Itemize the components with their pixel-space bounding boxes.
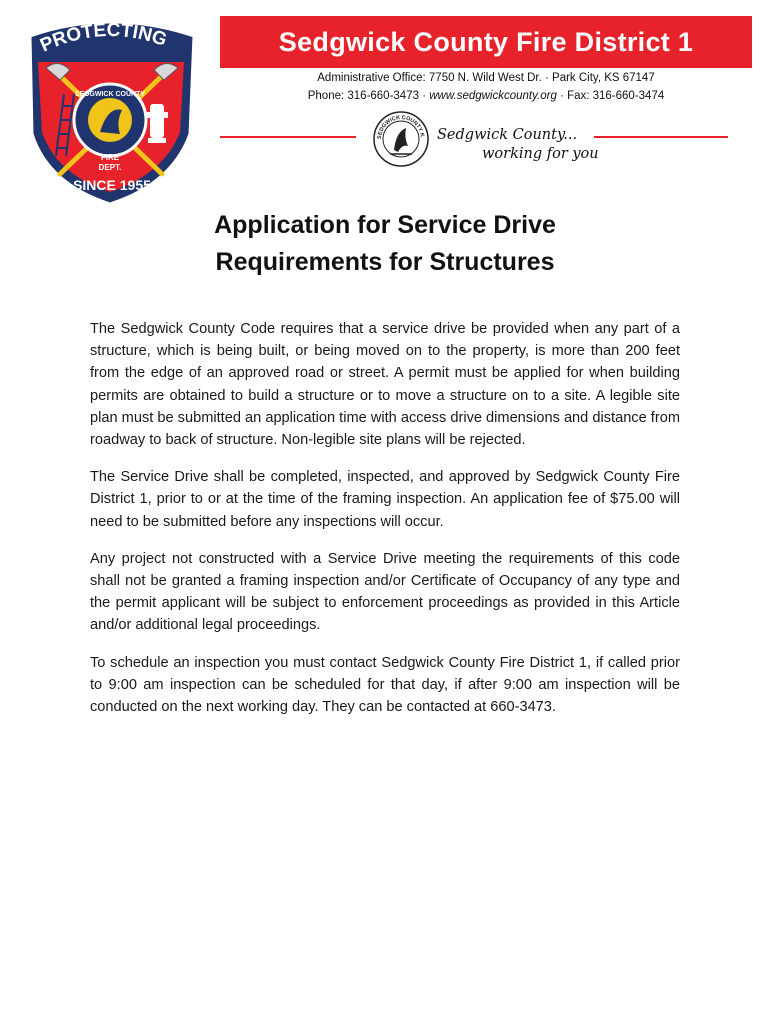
fax-text: · Fax: 316-660-3474 [556,90,665,102]
badge-dept-line-1: FIRE [100,153,120,162]
left-divider [220,136,356,138]
document-body [90,318,680,733]
fire-district-badge-logo [22,14,202,206]
paragraph-requirements: The Sedgwick County Code requires that a service drive be provided when any part of a structure, which is being built, or being moved on to the property, is more than 200 feet from the edge of an approved road or street. A permit must be applied for when building permits are obtained to build a structure or to move a structure on to a site. A legible site plan must be submitted an application time with access drive dimensions and distance from roadway to back of structure. Non-legible site plans will be rejected. [90,321,680,449]
phone-fax-line [220,90,752,102]
badge-bottom-text: SINCE 1955 [73,177,151,193]
district-name-banner: Sedgwick County Fire District 1 [220,16,752,68]
paragraph-inspection-fee: The Service Drive shall be completed, inspected, and approved by Sedgwick County Fire District 1, prior to or at the time of the framing inspection. An application fee of $75.00 will need to be submitted before any inspections will occur. [90,469,680,530]
county-tagline-1: Sedgwick County... [437,127,578,143]
paragraph-scheduling: To schedule an inspection you must contact Sedgwick County Fire District 1, if called prior to 9:00 am inspection can be scheduled for that day, if after 9:00 am inspection will be conducted on the next working day. They can be contacted at 660-3473. [90,654,680,716]
paragraph-enforcement: Any project not constructed with a Service Drive meeting the requirements of this code shall not be granted a framing inspection and/or Certificate of Occupancy of any type and the permit applicant will be subject to enforcement proceedings as provided in this Article and/or additional legal proceedings. [90,550,680,634]
badge-ring-text: SEDGWICK COUNTY [75,91,145,98]
badge-dept-line-2: DEPT. [98,163,122,172]
right-divider [594,136,728,138]
seal-ring-text: SEDGWICK COUNTY K [376,114,425,140]
sedgwick-county-seal-icon [372,110,430,168]
website-link[interactable]: www.sedgwickcounty.org [429,90,557,102]
document-title-line-1: Application for Service Drive [214,211,556,239]
county-tagline-2: working for you [482,146,599,162]
phone-text: Phone: 316-660-3473 · [307,90,430,102]
document-title-line-2: Requirements for Structures [215,248,555,276]
badge-top-text: PROTECTING [37,19,170,57]
office-address: Administrative Office: 7750 N. Wild West Dr. · Park City, KS 67147 [317,72,655,84]
